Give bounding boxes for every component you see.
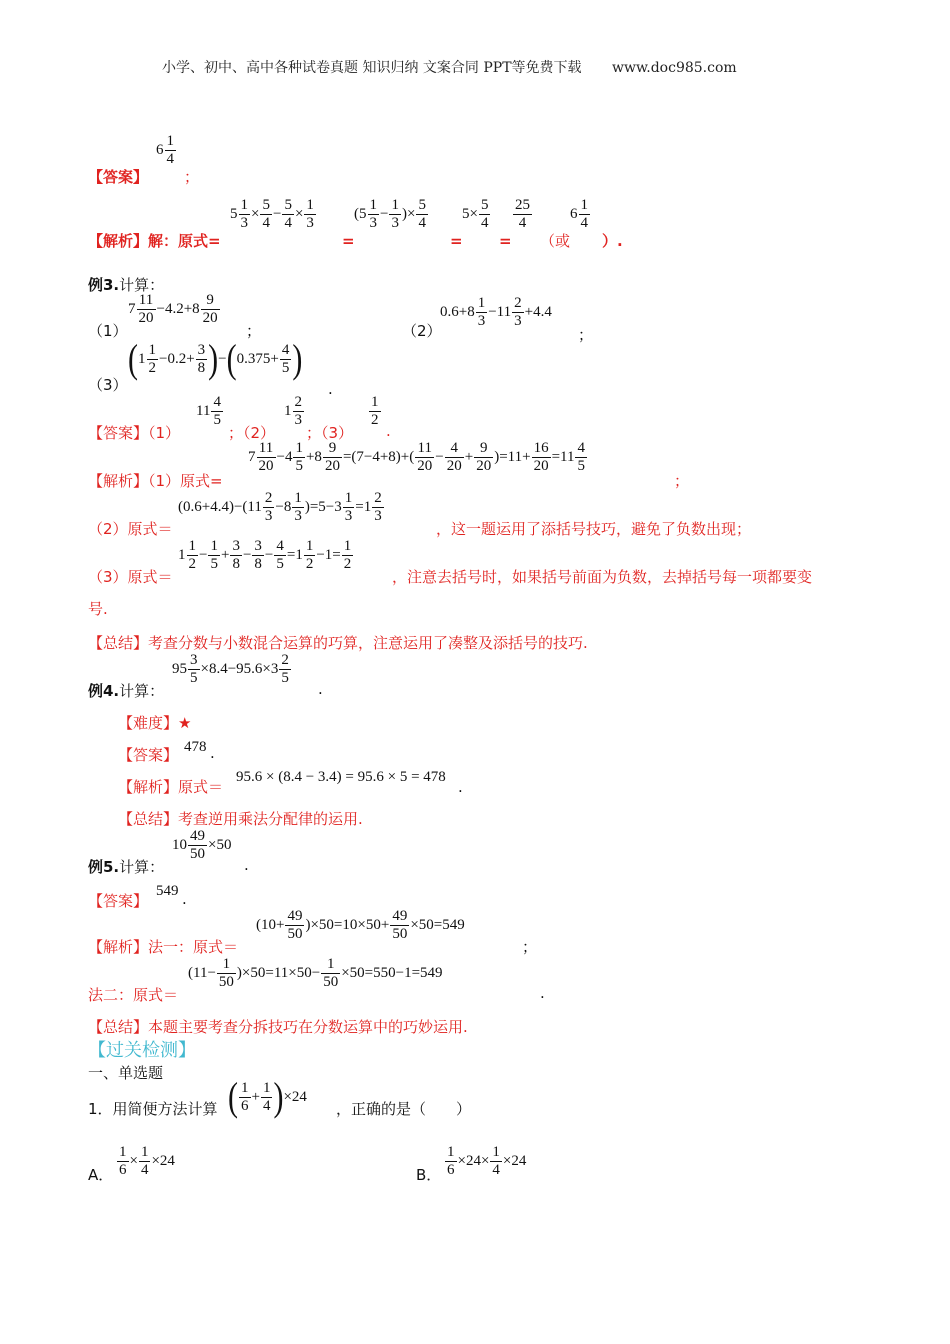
ex3-p2-end: ； [578, 326, 594, 344]
ex5-analysis-2-expr: (11− $\frac{1}{50}$ )×50=11×50− $\frac{1}{50}$ ×50=550−1=549 [188, 956, 443, 991]
ex3-analysis-2-expr: (0.6+4.4)−(11 $\frac{2}{3}$ −8 $\frac{1}{3}$ )=5−3 $\frac{1}{3}$ =1 $\frac{2}{3}$ [178, 490, 382, 525]
ex5-analysis-2-end: . [540, 984, 545, 1002]
q1-option-b-expr[interactable]: $\frac{1}{6}$ ×24× $\frac{1}{4}$ ×24 [447, 1144, 527, 1179]
ex5-analysis-tag: 【解析】法一：原式＝ [88, 938, 239, 956]
ex3-analysis-tag: 【解析】（1）原式= [88, 472, 223, 490]
ex5-analysis-1-expr: (10+ $\frac{49}{50}$ )×50=10×50+ $\frac{49}{50}$ ×50=549 [256, 908, 465, 943]
q1-option-b-label[interactable]: B． [416, 1166, 442, 1184]
ex2-answer-value: 6 $\frac{1}{4}$ [156, 133, 174, 168]
ex4-title: 例4.计算： [88, 682, 165, 700]
ex4-analysis-end: . [458, 778, 463, 796]
header-text: 小学、初中、高中各种试卷真题 知识归纳 文案合同 PPT等免费下载 [162, 60, 582, 76]
ex3-answer-tag: 【答案】（1） [88, 424, 181, 442]
ex2-analysis-expr1: 5 $\frac{1}{3}$ × $\frac{5}{4}$ − $\frac{5}{4}$ × $\frac{1}{3}$ [230, 197, 314, 232]
q1-prefix: 1．用简便方法计算 [88, 1100, 218, 1118]
ex3-p3-expr: (1 $\frac{1}{2}$ −0.2+ $\frac{3}{8}$ )−(0.375+ $\frac{4}{5}$ ) [128, 336, 303, 382]
ex2-eq3: = [499, 232, 512, 250]
ex3-analysis-2-label: （2）原式＝ [88, 520, 173, 538]
ex2-or-open: （或 [540, 232, 571, 250]
ex3-analysis-3-note2: 号. [88, 600, 108, 618]
check-heading: 【过关检测】 [88, 1040, 196, 1061]
ex4-answer-tag: 【答案】 [118, 746, 179, 764]
ex3-summary: 【总结】考查分数与小数混合运算的巧算，注意运用了凑整及添括号的技巧. [88, 634, 588, 652]
ex2-answer-end: ； [184, 168, 200, 186]
ex2-eq2: = [450, 232, 463, 250]
ex2-or-value: 6 $\frac{1}{4}$ [570, 197, 588, 232]
ex4-expr: 95 $\frac{3}{5}$ ×8.4−95.6×3 $\frac{2}{5}$ [172, 652, 289, 687]
ex3-p2-label: （2） [402, 322, 442, 340]
ex2-analysis-tag: 【解析】解：原式= [88, 232, 221, 250]
ex4-analysis-expr: 95.6 × (8.4 − 3.4) = 95.6 × 5 = 478 [236, 769, 446, 785]
ex5-end: . [244, 856, 249, 874]
ex5-answer-value: 549 [156, 883, 179, 899]
q1-option-a-expr[interactable]: $\frac{1}{6}$ × $\frac{1}{4}$ ×24 [119, 1144, 175, 1179]
header-url: www.doc985.com [611, 60, 737, 76]
ex4-end: . [318, 680, 323, 698]
ex3-analysis-3-label: （3）原式＝ [88, 568, 173, 586]
ex5-analysis-1-end: ； [522, 938, 538, 956]
ex3-p1-end: ； [246, 322, 262, 340]
ex4-answer-value: 478 [184, 739, 207, 755]
ex2-or-close: ）. [602, 232, 623, 250]
ex4-answer-end: . [210, 744, 215, 762]
q1-expr: ( $\frac{1}{6}$ + $\frac{1}{4}$ )×24 [228, 1074, 307, 1120]
ex5-answer-end: . [182, 890, 187, 908]
q1-option-a-label[interactable]: A． [88, 1166, 114, 1184]
ex3-answer-sep2: ；（3） [306, 424, 354, 442]
page-header [162, 57, 737, 77]
ex5-method2-label: 法二：原式＝ [88, 986, 179, 1004]
ex3-p1-label: （1） [88, 322, 128, 340]
ex2-analysis-expr2: (5 $\frac{1}{3}$ − $\frac{1}{3}$ )× $\frac{5}{4}$ [354, 197, 426, 232]
ex3-analysis-3-note: ，注意去括号时，如果括号前面为负数，去掉括号每一项都要变 [392, 568, 813, 586]
ex3-p1-expr: 7 $\frac{11}{20}$ −4.2+8 $\frac{9}{20}$ [128, 292, 218, 327]
ex4-summary: 【总结】考查逆用乘法分配律的运用. [118, 810, 363, 828]
ex2-analysis-expr4: $\frac{25}{4}$ [515, 197, 530, 232]
ex3-answer-end: . [386, 422, 391, 440]
ex5-summary: 【总结】本题主要考查分拆技巧在分数运算中的巧妙运用. [88, 1018, 468, 1036]
ex3-analysis-3-expr: 1 $\frac{1}{2}$ − $\frac{1}{5}$ + $\frac{3}{8}$ − $\frac{3}{8}$ − $\frac{4}{5}$ =1 $\frac{1}{2}$ −1= $\frac{1}{2}$ [178, 538, 352, 573]
ex3-title: 例3.计算： [88, 276, 165, 294]
ex4-analysis-tag: 【解析】原式＝ [118, 778, 224, 796]
ex4-difficulty: 【难度】★ [118, 714, 192, 732]
ex3-analysis-1-expr: 7 $\frac{11}{20}$ −4 $\frac{1}{5}$ +8 $\frac{9}{20}$ =(7−4+8)+( $\frac{11}{20}$ − $\frac{4}{20}$ + $\frac{9}{20}$ )=11+ $\frac{16}{20}$ =11 $\frac{4}{5}$ [248, 440, 585, 475]
ex3-answer-3: $\frac{1}{2}$ [371, 394, 379, 429]
ex5-expr: 10 $\frac{49}{50}$ ×50 [172, 828, 232, 863]
ex3-answer-2: 1 $\frac{2}{3}$ [284, 394, 302, 429]
ex3-p3-end: . [328, 380, 333, 398]
q1-suffix: ，正确的是（ ） [336, 1100, 472, 1118]
ex5-answer-tag: 【答案】 [88, 892, 149, 910]
ex3-p2-expr: 0.6+8 $\frac{1}{3}$ −11 $\frac{2}{3}$ +4.4 [440, 295, 552, 330]
ex2-analysis-expr3: 5× $\frac{5}{4}$ [462, 197, 489, 232]
ex3-p3-label: （3） [88, 376, 128, 394]
check-section-title: 一、单选题 [88, 1064, 164, 1082]
ex3-analysis-1-end: ； [674, 472, 690, 490]
ex2-answer-tag: 【答案】 [88, 168, 149, 186]
ex3-answer-sep1: ；（2） [228, 424, 276, 442]
ex5-title: 例5.计算： [88, 858, 165, 876]
ex2-eq1: = [342, 232, 355, 250]
ex3-analysis-2-note: ，这一题运用了添括号技巧，避免了负数出现； [436, 520, 752, 538]
ex3-answer-1: 11 $\frac{4}{5}$ [196, 394, 221, 429]
difficulty-star-icon: ★ [178, 714, 192, 732]
